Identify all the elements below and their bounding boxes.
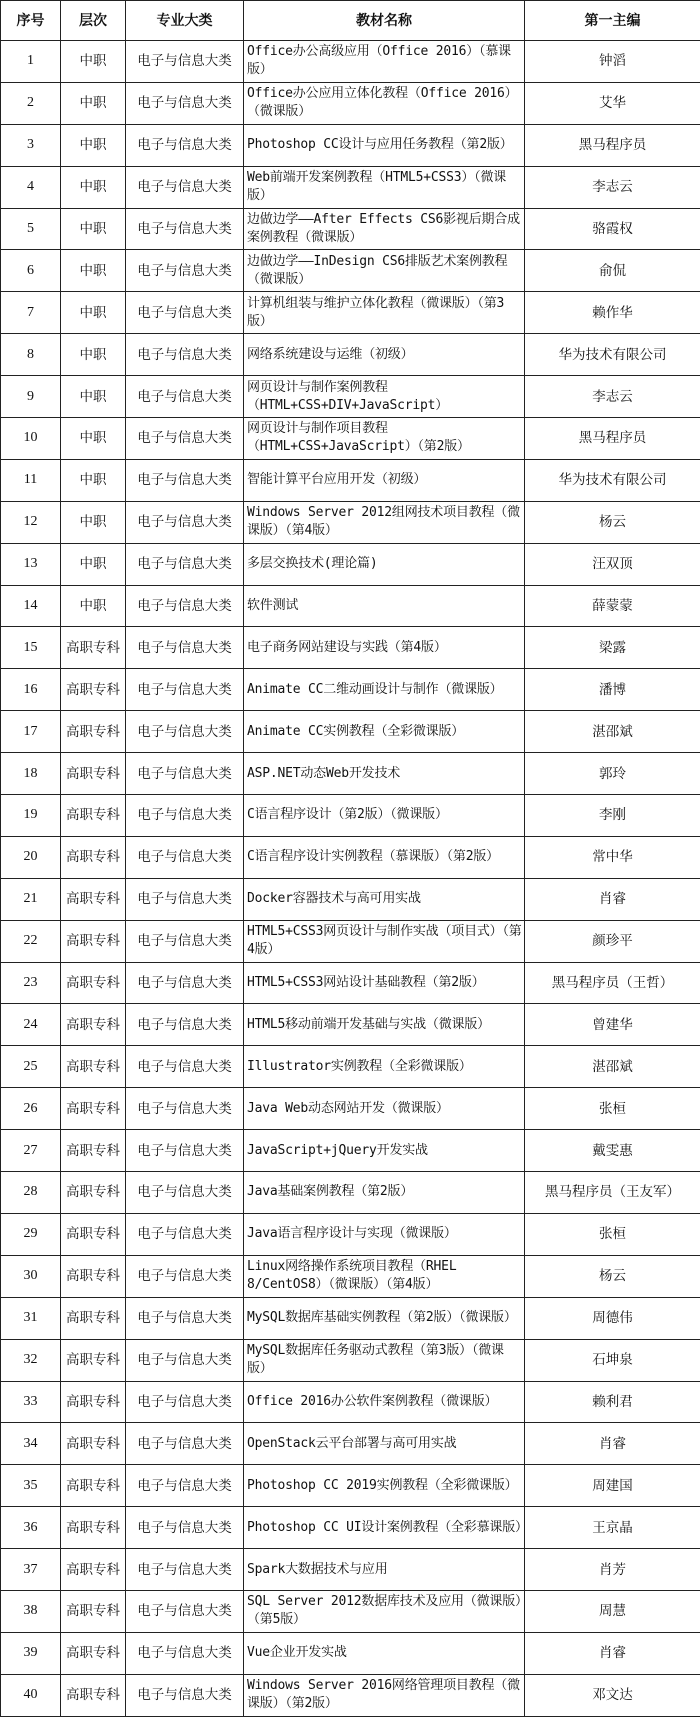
- table-row: [1, 836, 700, 878]
- cell-author: 肖芳: [525, 1549, 700, 1591]
- cell-index: 27: [1, 1130, 61, 1172]
- cell-category: 电子与信息大类: [126, 124, 244, 166]
- cell-title: Linux网络操作系统项目教程（RHEL 8/CentOS8）（微课版）（第4版）: [244, 1255, 525, 1297]
- cell-category: 电子与信息大类: [126, 166, 244, 208]
- cell-author: 周德伟: [525, 1297, 700, 1339]
- cell-author: 杨云: [525, 1255, 700, 1297]
- cell-title: HTML5+CSS3网站设计基础教程（第2版）: [244, 962, 525, 1004]
- cell-category: 电子与信息大类: [126, 41, 244, 83]
- header-category: 专业大类: [126, 1, 244, 41]
- cell-index: 33: [1, 1381, 61, 1423]
- cell-author: 张桓: [525, 1088, 700, 1130]
- table-row: [1, 669, 700, 711]
- cell-title: Java Web动态网站开发（微课版）: [244, 1088, 525, 1130]
- cell-level: 高职专科: [61, 1130, 126, 1172]
- cell-author: 黑马程序员（王友军）: [525, 1172, 700, 1214]
- cell-index: 16: [1, 669, 61, 711]
- cell-index: 8: [1, 334, 61, 376]
- cell-level: 中职: [61, 334, 126, 376]
- cell-index: 20: [1, 836, 61, 878]
- cell-author: 俞侃: [525, 250, 700, 292]
- cell-index: 40: [1, 1674, 61, 1716]
- cell-title: Windows Server 2012组网技术项目教程（微课版）（第4版）: [244, 501, 525, 543]
- cell-author: 郭玲: [525, 753, 700, 795]
- cell-author: 黑马程序员（王哲）: [525, 962, 700, 1004]
- cell-title: 多层交换技术(理论篇): [244, 543, 525, 585]
- cell-level: 高职专科: [61, 1213, 126, 1255]
- header-author: 第一主编: [525, 1, 700, 41]
- table-row: [1, 1339, 700, 1381]
- cell-index: 3: [1, 124, 61, 166]
- cell-title: 电子商务网站建设与实践（第4版）: [244, 627, 525, 669]
- cell-title: Windows Server 2016网络管理项目教程（微课版）（第2版）: [244, 1674, 525, 1716]
- cell-title: SQL Server 2012数据库技术及应用（微课版）（第5版）: [244, 1590, 525, 1632]
- cell-title: 边做边学——InDesign CS6排版艺术案例教程（微课版）: [244, 250, 525, 292]
- cell-category: 电子与信息大类: [126, 1213, 244, 1255]
- cell-level: 中职: [61, 208, 126, 250]
- cell-category: 电子与信息大类: [126, 795, 244, 837]
- cell-title: 网络系统建设与运维（初级）: [244, 334, 525, 376]
- table-row: [1, 1088, 700, 1130]
- table-row: [1, 376, 700, 418]
- cell-index: 23: [1, 962, 61, 1004]
- cell-level: 高职专科: [61, 878, 126, 920]
- cell-author: 王京晶: [525, 1507, 700, 1549]
- cell-author: 湛邵斌: [525, 1046, 700, 1088]
- cell-category: 电子与信息大类: [126, 1130, 244, 1172]
- cell-author: 黑马程序员: [525, 418, 700, 460]
- cell-level: 高职专科: [61, 1465, 126, 1507]
- cell-title: Java语言程序设计与实现（微课版）: [244, 1213, 525, 1255]
- cell-title: C语言程序设计（第2版）（微课版）: [244, 795, 525, 837]
- cell-title: HTML5+CSS3网页设计与制作实战（项目式）（第4版）: [244, 920, 525, 962]
- cell-index: 35: [1, 1465, 61, 1507]
- cell-level: 高职专科: [61, 1507, 126, 1549]
- cell-level: 中职: [61, 501, 126, 543]
- cell-level: 高职专科: [61, 1423, 126, 1465]
- cell-author: 石坤泉: [525, 1339, 700, 1381]
- cell-author: 张桓: [525, 1213, 700, 1255]
- table-row: [1, 208, 700, 250]
- cell-author: 肖睿: [525, 878, 700, 920]
- cell-level: 高职专科: [61, 962, 126, 1004]
- cell-level: 高职专科: [61, 627, 126, 669]
- cell-title: Animate CC实例教程（全彩微课版）: [244, 711, 525, 753]
- table-row: [1, 1172, 700, 1214]
- cell-index: 11: [1, 459, 61, 501]
- cell-title: Office办公应用立体化教程（Office 2016）（微课版）: [244, 82, 525, 124]
- table-row: [1, 1004, 700, 1046]
- table-row: [1, 1213, 700, 1255]
- cell-index: 31: [1, 1297, 61, 1339]
- cell-index: 39: [1, 1632, 61, 1674]
- cell-category: 电子与信息大类: [126, 1381, 244, 1423]
- cell-level: 中职: [61, 166, 126, 208]
- cell-author: 艾华: [525, 82, 700, 124]
- cell-category: 电子与信息大类: [126, 836, 244, 878]
- table-row: [1, 1590, 700, 1632]
- cell-level: 中职: [61, 292, 126, 334]
- cell-level: 高职专科: [61, 836, 126, 878]
- table-row: [1, 585, 700, 627]
- cell-author: 周建国: [525, 1465, 700, 1507]
- table-row: [1, 82, 700, 124]
- cell-title: Photoshop CC设计与应用任务教程（第2版）: [244, 124, 525, 166]
- cell-level: 高职专科: [61, 711, 126, 753]
- cell-category: 电子与信息大类: [126, 1046, 244, 1088]
- cell-category: 电子与信息大类: [126, 250, 244, 292]
- table-row: [1, 41, 700, 83]
- cell-title: Vue企业开发实战: [244, 1632, 525, 1674]
- table-row: [1, 920, 700, 962]
- header-index: 序号: [1, 1, 61, 41]
- cell-level: 高职专科: [61, 669, 126, 711]
- cell-index: 37: [1, 1549, 61, 1591]
- cell-title: 边做边学——After Effects CS6影视后期合成案例教程（微课版）: [244, 208, 525, 250]
- cell-author: 李刚: [525, 795, 700, 837]
- cell-category: 电子与信息大类: [126, 1590, 244, 1632]
- cell-title: JavaScript+jQuery开发实战: [244, 1130, 525, 1172]
- cell-category: 电子与信息大类: [126, 1465, 244, 1507]
- cell-author: 邓文达: [525, 1674, 700, 1716]
- cell-category: 电子与信息大类: [126, 753, 244, 795]
- cell-level: 中职: [61, 418, 126, 460]
- cell-index: 32: [1, 1339, 61, 1381]
- cell-author: 曾建华: [525, 1004, 700, 1046]
- cell-title: MySQL数据库基础实例教程（第2版）（微课版）: [244, 1297, 525, 1339]
- cell-category: 电子与信息大类: [126, 376, 244, 418]
- cell-index: 30: [1, 1255, 61, 1297]
- cell-title: 计算机组装与维护立体化教程（微课版）（第3版）: [244, 292, 525, 334]
- cell-level: 中职: [61, 459, 126, 501]
- cell-index: 14: [1, 585, 61, 627]
- cell-author: 颜珍平: [525, 920, 700, 962]
- header-row: [1, 1, 700, 41]
- cell-index: 17: [1, 711, 61, 753]
- cell-index: 25: [1, 1046, 61, 1088]
- cell-category: 电子与信息大类: [126, 82, 244, 124]
- cell-author: 肖睿: [525, 1423, 700, 1465]
- table-row: [1, 124, 700, 166]
- header-level: 层次: [61, 1, 126, 41]
- table-row: [1, 1381, 700, 1423]
- cell-category: 电子与信息大类: [126, 418, 244, 460]
- cell-category: 电子与信息大类: [126, 208, 244, 250]
- cell-index: 26: [1, 1088, 61, 1130]
- cell-level: 中职: [61, 376, 126, 418]
- cell-level: 高职专科: [61, 1339, 126, 1381]
- cell-index: 19: [1, 795, 61, 837]
- cell-level: 高职专科: [61, 1297, 126, 1339]
- cell-level: 高职专科: [61, 1255, 126, 1297]
- cell-author: 潘博: [525, 669, 700, 711]
- cell-category: 电子与信息大类: [126, 1004, 244, 1046]
- cell-category: 电子与信息大类: [126, 1255, 244, 1297]
- cell-index: 12: [1, 501, 61, 543]
- table-row: [1, 753, 700, 795]
- cell-level: 中职: [61, 543, 126, 585]
- cell-author: 李志云: [525, 376, 700, 418]
- header-title: 教材名称: [244, 1, 525, 41]
- table-row: [1, 1255, 700, 1297]
- table-row: [1, 1465, 700, 1507]
- cell-author: 戴雯惠: [525, 1130, 700, 1172]
- table-row: [1, 1632, 700, 1674]
- cell-author: 湛邵斌: [525, 711, 700, 753]
- cell-title: Illustrator实例教程（全彩微课版）: [244, 1046, 525, 1088]
- cell-index: 10: [1, 418, 61, 460]
- table-row: [1, 1423, 700, 1465]
- cell-index: 24: [1, 1004, 61, 1046]
- cell-author: 杨云: [525, 501, 700, 543]
- table-row: [1, 292, 700, 334]
- cell-category: 电子与信息大类: [126, 669, 244, 711]
- table-row: [1, 334, 700, 376]
- cell-category: 电子与信息大类: [126, 1674, 244, 1716]
- cell-level: 高职专科: [61, 753, 126, 795]
- cell-category: 电子与信息大类: [126, 334, 244, 376]
- table-row: [1, 1507, 700, 1549]
- cell-author: 常中华: [525, 836, 700, 878]
- cell-title: Web前端开发案例教程（HTML5+CSS3）（微课版）: [244, 166, 525, 208]
- table-row: [1, 501, 700, 543]
- cell-category: 电子与信息大类: [126, 459, 244, 501]
- table-row: [1, 418, 700, 460]
- cell-index: 38: [1, 1590, 61, 1632]
- cell-author: 黑马程序员: [525, 124, 700, 166]
- cell-level: 中职: [61, 41, 126, 83]
- cell-title: 网页设计与制作案例教程（HTML+CSS+DIV+JavaScript）: [244, 376, 525, 418]
- cell-index: 15: [1, 627, 61, 669]
- cell-title: HTML5移动前端开发基础与实战（微课版）: [244, 1004, 525, 1046]
- cell-level: 高职专科: [61, 920, 126, 962]
- table-row: [1, 166, 700, 208]
- cell-category: 电子与信息大类: [126, 1549, 244, 1591]
- cell-level: 高职专科: [61, 795, 126, 837]
- cell-category: 电子与信息大类: [126, 711, 244, 753]
- cell-level: 中职: [61, 585, 126, 627]
- cell-level: 高职专科: [61, 1632, 126, 1674]
- table-row: [1, 1549, 700, 1591]
- cell-category: 电子与信息大类: [126, 1088, 244, 1130]
- cell-level: 高职专科: [61, 1381, 126, 1423]
- cell-level: 高职专科: [61, 1004, 126, 1046]
- table-row: [1, 250, 700, 292]
- cell-author: 赖作华: [525, 292, 700, 334]
- cell-index: 13: [1, 543, 61, 585]
- cell-index: 28: [1, 1172, 61, 1214]
- cell-index: 2: [1, 82, 61, 124]
- cell-level: 中职: [61, 124, 126, 166]
- table-row: [1, 1674, 700, 1716]
- cell-level: 中职: [61, 82, 126, 124]
- cell-index: 7: [1, 292, 61, 334]
- cell-index: 9: [1, 376, 61, 418]
- cell-author: 华为技术有限公司: [525, 459, 700, 501]
- cell-title: 网页设计与制作项目教程（HTML+CSS+JavaScript）（第2版）: [244, 418, 525, 460]
- table-row: [1, 878, 700, 920]
- cell-author: 华为技术有限公司: [525, 334, 700, 376]
- cell-level: 高职专科: [61, 1674, 126, 1716]
- table-row: [1, 795, 700, 837]
- cell-level: 高职专科: [61, 1549, 126, 1591]
- cell-index: 6: [1, 250, 61, 292]
- cell-level: 高职专科: [61, 1590, 126, 1632]
- cell-category: 电子与信息大类: [126, 1339, 244, 1381]
- table-row: [1, 627, 700, 669]
- cell-author: 汪双顶: [525, 543, 700, 585]
- cell-index: 34: [1, 1423, 61, 1465]
- cell-index: 18: [1, 753, 61, 795]
- table-row: [1, 543, 700, 585]
- cell-index: 21: [1, 878, 61, 920]
- cell-title: MySQL数据库任务驱动式教程（第3版）（微课版）: [244, 1339, 525, 1381]
- cell-title: Docker容器技术与高可用实战: [244, 878, 525, 920]
- cell-index: 29: [1, 1213, 61, 1255]
- cell-category: 电子与信息大类: [126, 1632, 244, 1674]
- cell-category: 电子与信息大类: [126, 920, 244, 962]
- table-row: [1, 711, 700, 753]
- cell-title: ASP.NET动态Web开发技术: [244, 753, 525, 795]
- cell-title: Animate CC二维动画设计与制作（微课版）: [244, 669, 525, 711]
- cell-category: 电子与信息大类: [126, 585, 244, 627]
- cell-title: Java基础案例教程（第2版）: [244, 1172, 525, 1214]
- cell-title: 软件测试: [244, 585, 525, 627]
- cell-level: 高职专科: [61, 1088, 126, 1130]
- cell-author: 李志云: [525, 166, 700, 208]
- cell-category: 电子与信息大类: [126, 878, 244, 920]
- cell-category: 电子与信息大类: [126, 292, 244, 334]
- cell-title: Office 2016办公软件案例教程（微课版）: [244, 1381, 525, 1423]
- cell-title: Photoshop CC 2019实例教程（全彩微课版）: [244, 1465, 525, 1507]
- cell-category: 电子与信息大类: [126, 1172, 244, 1214]
- cell-title: Photoshop CC UI设计案例教程（全彩慕课版）: [244, 1507, 525, 1549]
- cell-category: 电子与信息大类: [126, 627, 244, 669]
- cell-category: 电子与信息大类: [126, 501, 244, 543]
- table-row: [1, 459, 700, 501]
- cell-index: 22: [1, 920, 61, 962]
- cell-level: 高职专科: [61, 1046, 126, 1088]
- cell-index: 1: [1, 41, 61, 83]
- cell-category: 电子与信息大类: [126, 1507, 244, 1549]
- cell-category: 电子与信息大类: [126, 1297, 244, 1339]
- cell-title: Office办公高级应用（Office 2016）（慕课版）: [244, 41, 525, 83]
- cell-author: 薛蒙蒙: [525, 585, 700, 627]
- cell-author: 钟滔: [525, 41, 700, 83]
- cell-category: 电子与信息大类: [126, 1423, 244, 1465]
- cell-title: 智能计算平台应用开发（初级）: [244, 459, 525, 501]
- cell-title: Spark大数据技术与应用: [244, 1549, 525, 1591]
- cell-title: OpenStack云平台部署与高可用实战: [244, 1423, 525, 1465]
- cell-category: 电子与信息大类: [126, 543, 244, 585]
- cell-author: 骆霞权: [525, 208, 700, 250]
- cell-index: 5: [1, 208, 61, 250]
- table-row: [1, 1297, 700, 1339]
- cell-level: 高职专科: [61, 1172, 126, 1214]
- cell-level: 中职: [61, 250, 126, 292]
- table-row: [1, 1130, 700, 1172]
- cell-index: 4: [1, 166, 61, 208]
- cell-author: 赖利君: [525, 1381, 700, 1423]
- table-row: [1, 1046, 700, 1088]
- table-row: [1, 962, 700, 1004]
- cell-category: 电子与信息大类: [126, 962, 244, 1004]
- cell-author: 周慧: [525, 1590, 700, 1632]
- cell-author: 梁露: [525, 627, 700, 669]
- cell-title: C语言程序设计实例教程（慕课版）（第2版）: [244, 836, 525, 878]
- cell-index: 36: [1, 1507, 61, 1549]
- cell-author: 肖睿: [525, 1632, 700, 1674]
